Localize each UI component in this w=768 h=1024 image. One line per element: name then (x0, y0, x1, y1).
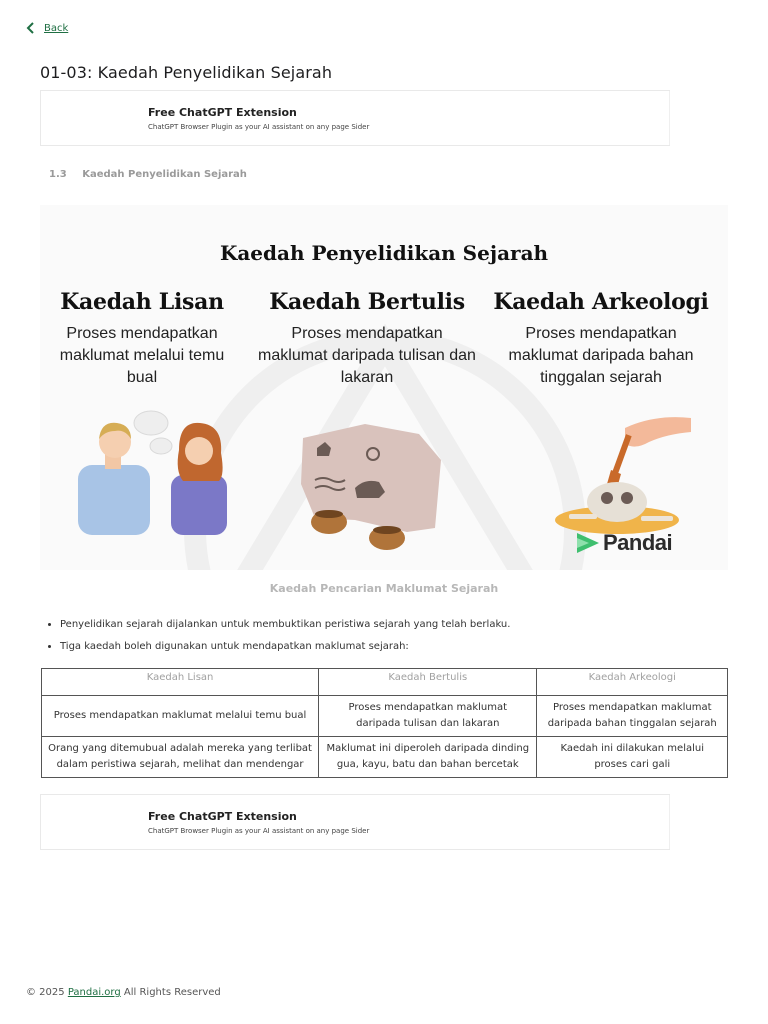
table-row (42, 737, 728, 778)
method-title: Kaedah Lisan (60, 289, 224, 315)
method-oral (40, 289, 257, 389)
method-description: Proses mendapatkan maklumat melalui temu bual (59, 325, 225, 386)
list-item: • Penyelidikan sejarah dijalankan untuk membuktikan peristiwa sejarah yang telah berlaku. (60, 619, 510, 630)
ad-blank-area (501, 795, 671, 849)
pandai-logo-icon (576, 532, 600, 554)
table-cell: Orang yang ditemubual adalah mereka yang terlibat dalam peristiwa sejarah, melihat dan mendengar (42, 737, 319, 778)
figure-caption: Kaedah Pencarian Maklumat Sejarah (269, 582, 499, 595)
section-number: 1.3 (49, 169, 67, 180)
ad-title[interactable]: Free ChatGPT Extension (148, 810, 297, 823)
table-cell: Kaedah ini dilakukan melalui proses cari gali (537, 737, 728, 778)
table-cell: Maklumat ini diperoleh daripada dinding gua, kayu, batu dan bahan bercetak (319, 737, 537, 778)
table-header: Kaedah Arkeologi (537, 669, 728, 696)
ad-subtitle: ChatGPT Browser Plugin as your AI assistant on any page Sider (148, 827, 370, 835)
cave-painting-illustration (295, 420, 445, 550)
list-item: • Tiga kaedah boleh digunakan untuk mendapatkan maklumat sejarah: (60, 641, 510, 652)
table-cell: Proses mendapatkan maklumat melalui temu bual (42, 696, 319, 737)
method-written (252, 289, 482, 389)
ad-divider (669, 795, 670, 849)
infographic-heading: Kaedah Penyelidikan Sejarah (219, 241, 549, 265)
archaeology-dig-illustration (555, 410, 695, 535)
methods-table (41, 668, 728, 778)
ad-blank-area (501, 91, 671, 145)
method-title: Kaedah Arkeologi (493, 289, 709, 315)
ad-title[interactable]: Free ChatGPT Extension (148, 106, 297, 119)
method-title: Kaedah Bertulis (269, 289, 465, 315)
pandai-logo-text: Pandai (603, 530, 673, 555)
bullet-list (44, 619, 510, 663)
table-cell: Proses mendapatkan maklumat daripada bahan tinggalan sejarah (537, 696, 728, 737)
ad-banner[interactable] (40, 794, 670, 850)
section-heading (49, 169, 247, 180)
table-header: Kaedah Lisan (42, 669, 319, 696)
table-header-row (42, 669, 728, 696)
footer (26, 987, 221, 998)
ad-banner[interactable] (40, 90, 670, 146)
method-archaeology (486, 289, 716, 389)
table-row (42, 696, 728, 737)
method-description: Proses mendapatkan maklumat daripada tulisan dan lakaran (258, 325, 476, 386)
infographic-image (40, 205, 728, 570)
back-label[interactable]: Back (44, 22, 69, 34)
chevron-left-icon (26, 22, 36, 34)
table-header: Kaedah Bertulis (319, 669, 537, 696)
section-title: Kaedah Penyelidikan Sejarah (82, 169, 247, 180)
pandai-logo (576, 530, 672, 556)
footer-copyright: © 2025 (26, 987, 65, 998)
method-description: Proses mendapatkan maklumat daripada bahan tinggalan sejarah (508, 325, 694, 386)
ad-divider (669, 91, 670, 145)
table-cell: Proses mendapatkan maklumat daripada tulisan dan lakaran (319, 696, 537, 737)
ad-subtitle: ChatGPT Browser Plugin as your AI assistant on any page Sider (148, 123, 370, 131)
footer-link[interactable]: Pandai.org (67, 987, 121, 998)
people-interview-illustration (75, 405, 235, 535)
page-title: 01-03: Kaedah Penyelidikan Sejarah (40, 63, 333, 82)
footer-rights: All Rights Reserved (123, 987, 221, 998)
back-link[interactable] (26, 22, 68, 34)
